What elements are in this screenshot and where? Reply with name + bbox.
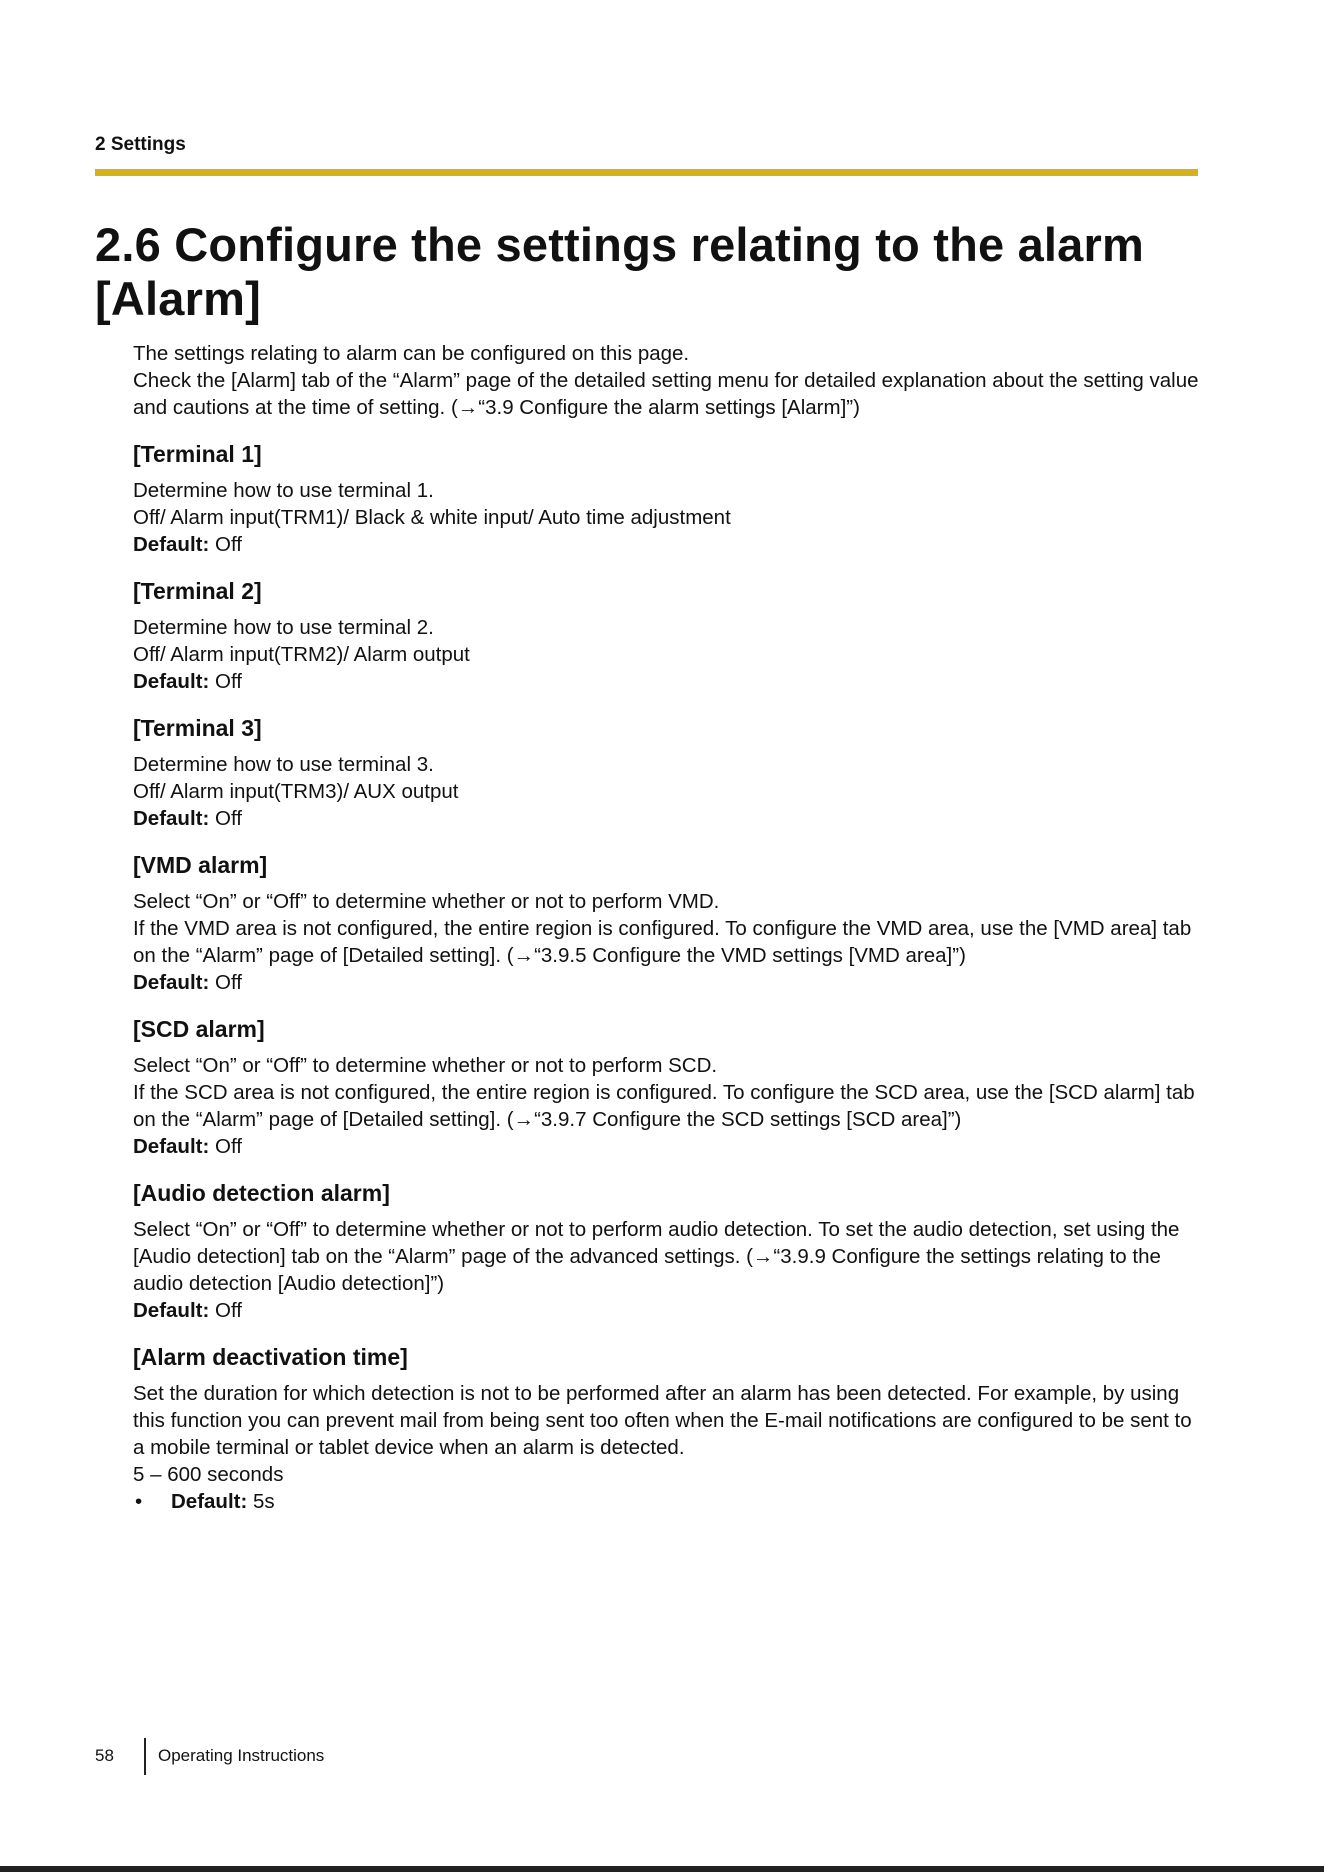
default-label: Default: <box>133 1299 210 1322</box>
section-line: Off/ Alarm input(TRM1)/ Black & white input/ Auto time adjustment <box>133 506 731 529</box>
section-heading: [Terminal 2] <box>133 578 262 604</box>
default-line <box>133 805 1208 832</box>
default-value: Off <box>215 1299 242 1322</box>
section-vmd-alarm <box>133 850 1208 996</box>
default-line <box>133 1488 1208 1515</box>
section-line: Off/ Alarm input(TRM3)/ AUX output <box>133 780 459 803</box>
default-value: Off <box>215 533 242 556</box>
section-line: If the VMD area is not configured, the entire region is configured. To configure the VMD area, use the [VMD area] tab on the “Alarm” page of [Detailed setting]. (→“3.9.5 Configure the VMD settings [VMD area]”) <box>133 917 1192 967</box>
default-value: 5s <box>253 1490 275 1513</box>
section-audio-detection-alarm <box>133 1178 1208 1324</box>
default-value: Off <box>215 670 242 693</box>
footer-label: Operating Instructions <box>158 1746 325 1765</box>
section-heading: [Audio detection alarm] <box>133 1180 390 1206</box>
section-line: Determine how to use terminal 2. <box>133 616 434 639</box>
section-heading: [SCD alarm] <box>133 1016 265 1042</box>
default-label: Default: <box>133 533 210 556</box>
footer-separator <box>144 1738 146 1775</box>
default-line <box>133 1133 1208 1160</box>
default-line <box>133 1297 1208 1324</box>
default-label: Default: <box>133 971 210 994</box>
header-rule <box>95 169 1198 176</box>
section-heading: [Alarm deactivation time] <box>133 1344 408 1370</box>
default-line <box>133 531 1208 558</box>
bullet-list <box>133 1488 1208 1515</box>
section-line: Determine how to use terminal 3. <box>133 753 434 776</box>
section-scd-alarm <box>133 1014 1208 1160</box>
default-line <box>133 668 1208 695</box>
section-line: Determine how to use terminal 1. <box>133 479 434 502</box>
default-label: Default: <box>133 670 210 693</box>
section-heading: [Terminal 3] <box>133 715 262 741</box>
section-line: If the SCD area is not configured, the entire region is configured. To configure the SCD area, use the [SCD alarm] tab on the “Alarm” page of [Detailed setting]. (→“3.9.7 Configure the SCD settings [SCD area]”) <box>133 1081 1195 1131</box>
section-line: Set the duration for which detection is not to be performed after an alarm has been detected. For example, by using this function you can prevent mail from being sent too often when the E-mail notifications are configured to be sent to a mobile terminal or tablet device when an alarm is detected. <box>133 1382 1192 1459</box>
content <box>133 340 1208 1515</box>
default-value: Off <box>215 807 242 830</box>
header-label: 2 Settings <box>95 134 186 155</box>
section-line: 5 – 600 seconds <box>133 1463 284 1486</box>
section-terminal-1 <box>133 439 1208 558</box>
intro-line: The settings relating to alarm can be configured on this page. <box>133 342 690 365</box>
section-heading: [VMD alarm] <box>133 852 268 878</box>
section-terminal-2 <box>133 576 1208 695</box>
section-line: Off/ Alarm input(TRM2)/ Alarm output <box>133 643 470 666</box>
section-line: Select “On” or “Off” to determine whether or not to perform VMD. <box>133 890 720 913</box>
intro <box>133 340 1208 421</box>
default-label: Default: <box>171 1490 248 1513</box>
default-line <box>133 969 1208 996</box>
default-label: Default: <box>133 1135 210 1158</box>
footer-page-number: 58 <box>95 1746 114 1765</box>
section-line: Select “On” or “Off” to determine whether or not to perform audio detection. To set the audio detection, set using the [Audio detection] tab on the “Alarm” page of the advanced settings. (→“3.9.9 Configure the settings relating to the audio detection [Audio detection]”) <box>133 1218 1180 1295</box>
section-alarm-deactivation-time <box>133 1342 1208 1515</box>
section-line: Select “On” or “Off” to determine whether or not to perform SCD. <box>133 1054 718 1077</box>
section-terminal-3 <box>133 713 1208 832</box>
intro-line: Check the [Alarm] tab of the “Alarm” page of the detailed setting menu for detailed explanation about the setting value and cautions at the time of setting. (→“3.9 Configure the alarm settings [Alarm]”) <box>133 369 1199 419</box>
default-value: Off <box>215 1135 242 1158</box>
default-label: Default: <box>133 807 210 830</box>
section-heading: [Terminal 1] <box>133 441 262 467</box>
page-title: 2.6 Configure the settings relating to the alarm [Alarm] <box>95 218 1144 325</box>
bottom-edge <box>0 1866 1324 1872</box>
default-value: Off <box>215 971 242 994</box>
